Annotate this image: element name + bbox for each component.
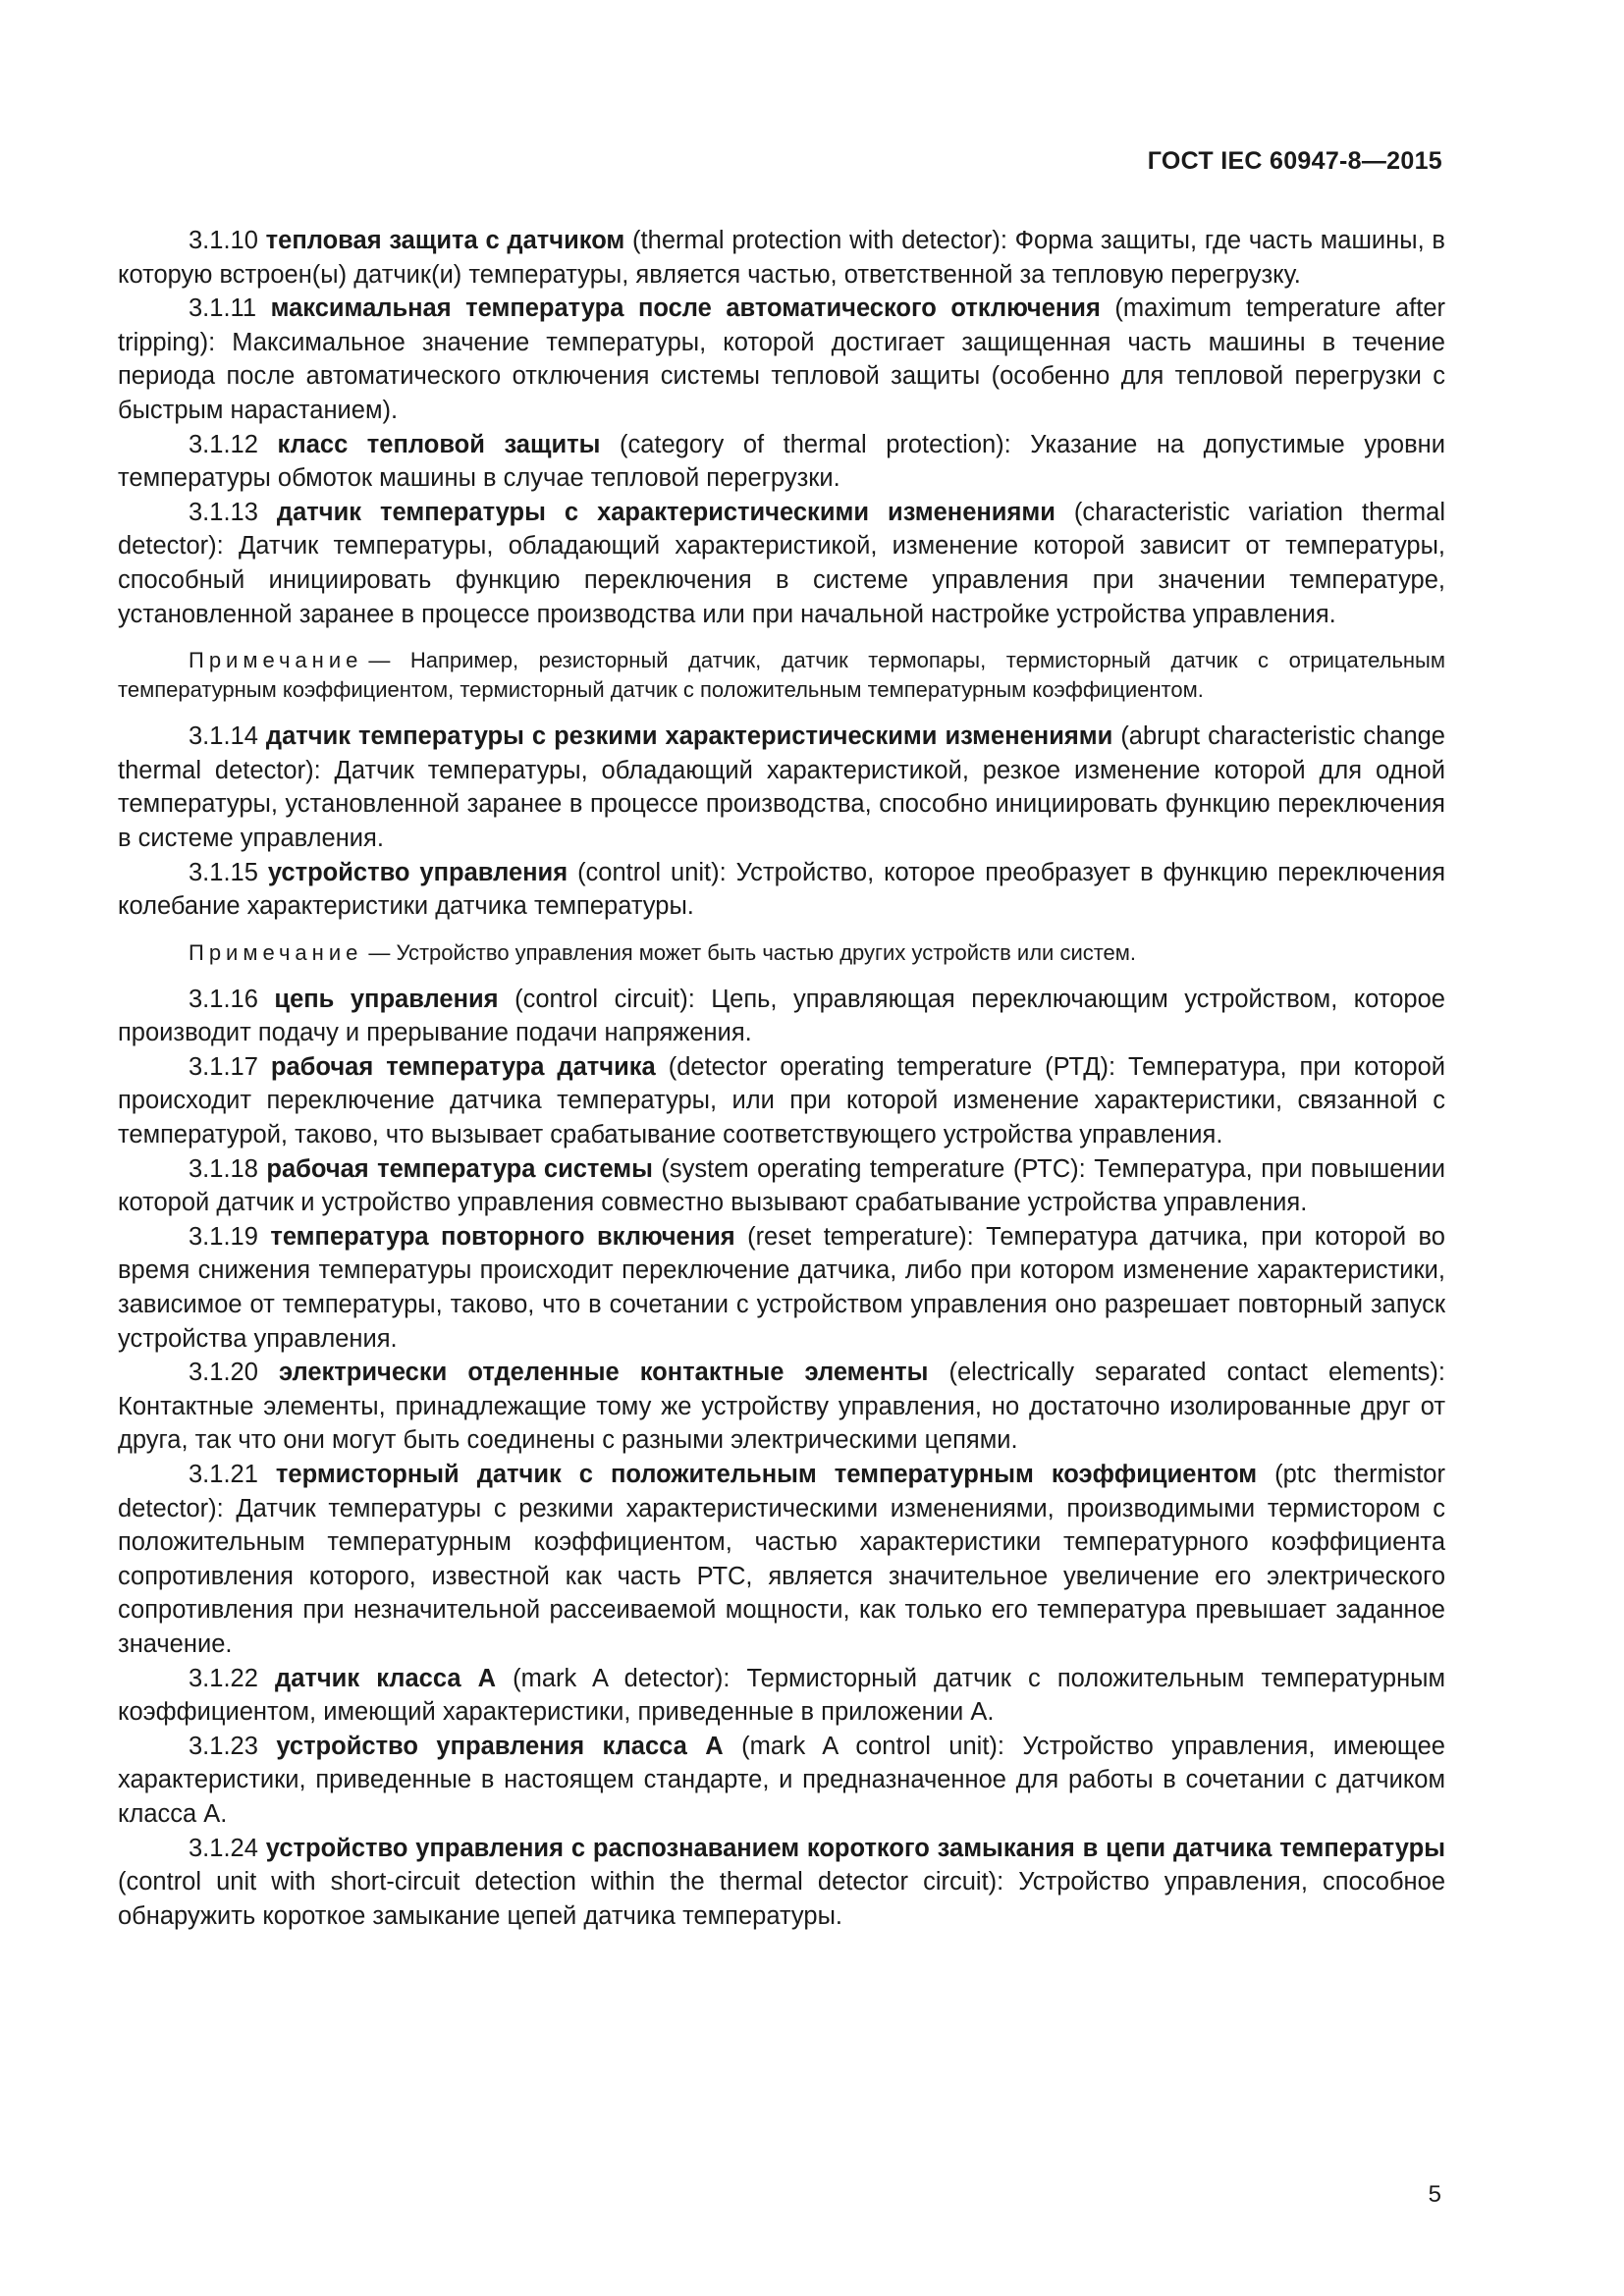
- definition-3-1-12: [118, 428, 1445, 496]
- definition-text: (detector operating temperature (РТД): Температура, при которой происходит переключение датчика температуры, или при которой изменение характеристики, связанной с температурой, таково, что вызывает срабатывание соответствующего устройства управления.: [118, 1052, 1445, 1149]
- note-label: Примечание: [189, 648, 363, 673]
- term: класс тепловой защиты: [277, 430, 601, 458]
- definition-text: (system operating temperature (РТС): Температура, при повышении которой датчик и устройство управления совместно вызывают срабатывание устройства управления.: [118, 1154, 1445, 1217]
- definition-text: (reset temperature): Температура датчика, при которой во время снижения температуры происходит переключение датчика, либо при котором изменение характеристики, зависимое от температуры, таково, что в сочетании с устройством управления оно разрешает повторный запуск устройства управления.: [118, 1222, 1445, 1353]
- definition-3-1-16: [118, 983, 1445, 1050]
- definition-text: (abrupt characteristic change thermal detector): Датчик температуры, обладающий характеристикой, резкое изменение которой для одной температуры, установленной заранее в процессе производства, способно инициировать функцию переключения в системе управления.: [118, 722, 1445, 852]
- clause-number: 3.1.17: [189, 1052, 258, 1081]
- clause-number: 3.1.16: [189, 985, 258, 1013]
- clause-number: 3.1.21: [189, 1461, 258, 1488]
- clause-number: 3.1.12: [189, 430, 258, 458]
- term: датчик класса А: [275, 1664, 497, 1692]
- definition-3-1-18: [118, 1152, 1445, 1220]
- definition-text: (electrically separated contact elements): Контактные элементы, принадлежащие тому же устройству управления, но достаточно изолированные друг от друга, так что они могут быть соединены с разными электрическими цепями.: [118, 1359, 1445, 1455]
- note-text: — Например, резисторный датчик, датчик термопары, термисторный датчик с отрицательным температурным коэффициентом, термисторный датчик с положительным температурным коэффициентом.: [118, 648, 1445, 703]
- term: рабочая температура системы: [266, 1154, 653, 1183]
- clause-number: 3.1.15: [189, 858, 258, 886]
- clause-number: 3.1.11: [189, 294, 257, 323]
- clause-number: 3.1.22: [189, 1664, 258, 1692]
- clause-number: 3.1.18: [189, 1154, 258, 1183]
- term: устройство управления: [267, 858, 568, 886]
- definition-3-1-13: [118, 496, 1445, 631]
- definition-3-1-19: [118, 1220, 1445, 1356]
- definition-text: (maximum temperature after tripping): Максимальное значение температуры, которой достигает защищенная часть машины в течение периода после автоматического отключения системы тепловой защиты (особенно для тепловой перегрузки с быстрым нарастанием).: [118, 294, 1445, 424]
- definition-text: (mark A control unit): Устройство управления, имеющее характеристики, приведенные в настоящем стандарте, и предназначенное для работы в сочетании с датчиком класса А.: [118, 1732, 1445, 1828]
- term: устройство управления с распознаванием короткого замыкания в цепи датчика температуры: [265, 1834, 1445, 1862]
- note-text: — Устройство управления может быть частью других устройств или систем.: [368, 939, 1137, 965]
- term: температура повторного включения: [270, 1222, 735, 1251]
- clause-number: 3.1.14: [189, 722, 258, 751]
- clause-number: 3.1.13: [189, 498, 258, 526]
- definition-text: (ptc thermistor detector): Датчик температуры с резкими характеристическими изменениями, производимыми термистором с положительным температурным коэффициентом, частью характеристики температурного коэффициента сопротивления которого, известной как часть РТС, является значительное увеличение его электрического сопротивления при незначительной рассеиваемой мощности, как только его температура превышает заданное значение.: [118, 1461, 1445, 1658]
- term: максимальная температура после автоматического отключения: [270, 294, 1101, 323]
- definition-text: (control unit): Устройство, которое преобразует в функцию переключения колебание характеристики датчика температуры.: [118, 858, 1445, 921]
- definition-3-1-10: [118, 224, 1445, 292]
- term: тепловая защита с датчиком: [265, 227, 625, 254]
- term: электрически отделенные контактные элементы: [279, 1359, 929, 1387]
- definition-3-1-17: [118, 1050, 1445, 1152]
- definition-text: (thermal protection with detector): Форма защиты, где часть машины, в которую встроен(ы) датчик(и) температуры, является частью, ответственной за тепловую перегрузку.: [118, 227, 1445, 289]
- definition-text: (characteristic variation thermal detector): Датчик температуры, обладающий характеристикой, изменение которой зависит от температуры, способный инициировать функцию переключения в системе управления при значении температуре, установленной заранее в процессе производства или при начальной настройке устройства управления.: [118, 498, 1446, 628]
- term: устройство управления класса А: [276, 1732, 724, 1760]
- term: датчик температуры с резкими характеристическими изменениями: [265, 722, 1113, 751]
- note-3-1-15: [118, 938, 1445, 968]
- term: цепь управления: [274, 985, 499, 1013]
- clause-number: 3.1.10: [189, 227, 258, 254]
- note-3-1-13: [118, 646, 1445, 705]
- definition-text: (category of thermal protection): Указание на допустимые уровни температуры обмоток машины в случае тепловой перегрузки.: [118, 430, 1445, 493]
- definition-3-1-20: [118, 1356, 1445, 1458]
- definition-text: (control circuit): Цепь, управляющая переключающим устройством, которое производит подачу и прерывание подачи напряжения.: [118, 985, 1445, 1047]
- definition-3-1-23: [118, 1730, 1445, 1832]
- clause-number: 3.1.24: [189, 1834, 258, 1862]
- definition-3-1-22: [118, 1662, 1445, 1730]
- definition-3-1-11: [118, 292, 1445, 427]
- definition-3-1-24: [118, 1832, 1445, 1934]
- document-body: [118, 224, 1445, 1933]
- definition-3-1-21: [118, 1458, 1445, 1662]
- definition-text: (control unit with short-circuit detection within the thermal detector circuit): Устройство управления, способное обнаружить короткое замыкание цепей датчика температуры.: [118, 1868, 1445, 1930]
- clause-number: 3.1.23: [189, 1732, 258, 1760]
- note-label: Примечание: [189, 939, 363, 965]
- term: термисторный датчик с положительным температурным коэффициентом: [275, 1461, 1258, 1488]
- clause-number: 3.1.20: [189, 1359, 258, 1387]
- page-number: 5: [1428, 2181, 1441, 2208]
- definition-3-1-14: [118, 720, 1445, 855]
- definition-text: (mark A detector): Термисторный датчик с положительным температурным коэффициентом, имеющий характеристики, приведенные в приложении А.: [118, 1664, 1446, 1727]
- definition-3-1-15: [118, 856, 1445, 924]
- term: датчик температуры с характеристическими изменениями: [276, 498, 1056, 526]
- document-standard-id: ГОСТ IEC 60947-8—2015: [1147, 147, 1442, 175]
- clause-number: 3.1.19: [189, 1222, 258, 1251]
- term: рабочая температура датчика: [270, 1052, 656, 1081]
